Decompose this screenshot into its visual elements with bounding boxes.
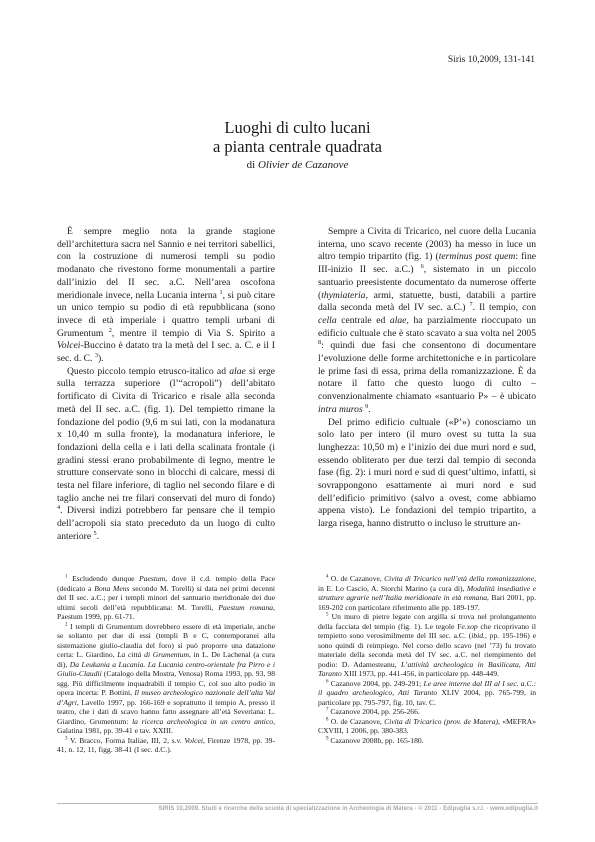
article-title-line-1: Luoghi di culto lucani — [224, 118, 371, 137]
italic-text: alae — [229, 365, 246, 377]
italic-text: Civita di Tricarico (prov. de Matera) — [384, 716, 499, 726]
italic-text: e.xop — [461, 621, 478, 631]
footnote: $^6$ Cazanove 2004, pp. 249-291; Le aree interne dal III al I sec. a.C.: il quadro archeologico, Atti Taranto XLIV 2004, pp. 765-799, in particolare pp. 795-797, fig. 10, tav. C. — [318, 678, 537, 707]
footnote: $^5$ Un muro di pietre legate con argilla si trova nel prolungamento della facciata del tempio (fig. 1). Le tegole Fe.xop che ricoprivano il tempietto sono verosimilmente del III sec. a.C. (ibid., pp. 195-196) e sono quindi di reimpiego. Nel corso dello scavo (nel ’73) fu trovato materiale della seconda metà del IV sec. a.C. nel riempimento del podio: D. Adamesteanu, L’attività archeologica in Basilicata, Atti Taranto XIII 1973, pp. 441-456, in particolare pp. 448-449. — [318, 612, 536, 678]
italic-text: terminus post quem — [438, 251, 516, 263]
footer-divider — [57, 803, 538, 804]
footnote: $^9$ Cazanove 2008b, pp. 165-180. — [326, 735, 424, 745]
footnote: $^4$ O. de Cazanove, Civita di Tricarico nell’età della romanizzazione, in E. Lo Cascio, A. Storchi Marino (a cura di), Modalità insediative e strutture agrarie nell’Italia meridionale in età romana, Bari 2001, pp. 169-202 con particolare riferimento alle pp. 189-197. — [318, 574, 537, 612]
footnote-ref: 2 — [108, 326, 112, 334]
italic-text: Bona Mens — [94, 583, 130, 593]
footnote-ref: 3 — [94, 351, 98, 359]
italic-text: Volcei — [57, 340, 81, 352]
italic-text: L’attività archeologica in Basilicata, Atti Taranto — [318, 659, 536, 678]
footnote-ref: 8 — [326, 716, 329, 722]
page-footer: SIRIS 10,2009. Studi e ricerche della scuola di specializzazione in Archeologia di Matera - © 2011 - Edipuglia s.r.l. - www.edipuglia.it — [158, 806, 538, 812]
italic-text: Modalità insediative e strutture agrarie nell’Italia meridionale in età romana — [318, 583, 537, 602]
italic-text: thymiateria — [321, 289, 366, 301]
footnote-ref: 7 — [469, 301, 473, 309]
byline — [0, 159, 595, 171]
footnote: $^1$ Escludendo dunque Paestum, dove il c.d. tempio della Pace (dedicato a Bona Mens secondo M. Torelli) si data nei primi decenni del II sec. a.C.; per i templi minori del santuario meridionale dei due ultimi secoli dell’età repubblicana: M. Torelli, Paestum romana, Paestum 1999, pp. 61-71. — [57, 574, 275, 621]
title-block — [0, 118, 595, 171]
paragraph: È sempre meglio nota la grande stagione dell’architettura sacra nel Sannio e nei territori sabellici, con la costruzione di numerosi templi su podio modanato che rivestono forme monumentali a partire dall’inizio del II sec. a.C. Nell’area oscofona meridionale invece, nella Lucania interna $^1$, si può citare un unico tempio su podio di età repubblicana (sono invece di età imperiale i quattro templi urbani di Grumentum $^2$, mentre il tempio di Via S. Spirito a Volcei-Buccino è datato tra la metà del I sec. a. C. e il I sec. d. C. $^3$). — [57, 226, 276, 365]
paragraph: Sempre a Civita di Tricarico, nel cuore della Lucania interna, uno scavo recente (2003) ha messo in luce un altro tempio tripartito (fig. 1) (terminus post quem: fine III-inizio II sec. a.C.) $^6$, sistemato in un piccolo santuario preesistente documentato da numerose offerte (thymiateria, armi, statuette, busti, databili a partire dalla seconda metà del IV sec. a.C.) $^7$. Il tempio, con cella centrale ed alae, ha parzialmente rioccupato un edificio cultuale che è stato scavato a sua volta nel 2005 $^8$: quindi due fasi che consentono di documentare l’evoluzione delle forme architettoniche e in particolare le prime fasi di essa, prima della romanizzazione. È da notare il fatto che questo luogo di culto – convenzionalmente chiamato «santuario P» – è ubicato intra muros $^9$. — [318, 226, 536, 415]
journal-reference: Siris 10,2009, 131-141 — [447, 55, 535, 65]
body-column-right — [318, 226, 536, 531]
italic-text: ibid. — [471, 631, 485, 640]
footnote: $^8$ O. de Cazanove, Civita di Tricarico (prov. de Matera), «MEFRA» CXVIII, 1 2006, pp. 380-383. — [318, 716, 537, 735]
footnote: $^7$ Cazanove 2004, pp. 256-266. — [326, 707, 420, 716]
footnotes-left — [57, 574, 275, 755]
footnote-ref: 5 — [93, 529, 97, 537]
byline-prefix: di — [246, 159, 256, 171]
body-column-left — [57, 226, 275, 544]
italic-text: intra muros — [318, 403, 363, 415]
italic-text: Il museo archeologico nazionale dell’alta Val d’Agri — [57, 688, 275, 707]
footnote-ref: 3 — [65, 735, 68, 741]
footnote-ref: 6 — [420, 262, 424, 270]
footnote: $^3$ V. Bracco, Forma Italiae, III, 2, s.v. Volcei, Firenze 1978, pp. 39-41, n. 12, 11, figg. 38-41 (I sec. d.C.). — [57, 735, 275, 754]
italic-text: la ricerca archeologica in un centro antico — [132, 716, 274, 726]
italic-text: cella — [318, 314, 337, 326]
italic-text: Volcei — [184, 735, 203, 745]
footnote: $^2$ I templi di Grumentum dovrebbero essere di età imperiale, anche se soltanto per due di essi (templi B e C, contemporanei alla sistemazione giulio-claudia del foro) si può proporre una datazione certa: L. Giardino, La città di Grumentum, in L. De Lachenal (a cura di), Da Leukania a Lucania. La Lucania centro-orientale fra Pirro e i Giulio-Claudii (Catalogo della Mostra, Venosa) Roma 1993, pp. 93, 98 sgg. Più difficilmente inquadrabili il tempio C, col suo alto podio in opera incerta: P. Bottini, Il museo archeologico nazionale dell’alta Val d’Agri, Lavello 1997, pp. 166-169 e soprattutto il tempio A, presso il teatro, che i dati di scavo hanno fatto assegnare all’età Severiana: L. Giardino, Grumentum: la ricerca archeologica in un centro antico, Galatina 1981, pp. 39-41 e tav. XXIII. — [57, 621, 275, 735]
italic-text: Paestum — [139, 574, 166, 583]
italic-text: Da Leukania a Lucania. La Lucania centro-orientale fra Pirro e i Giulio-Claudii — [57, 659, 275, 678]
footnote-ref: 8 — [318, 339, 322, 347]
article-title-line-2: a pianta centrale quadrata — [212, 137, 383, 156]
italic-text: alae — [389, 314, 407, 326]
footnote-ref: 9 — [326, 735, 329, 741]
italic-text: Civita di Tricarico nell’età della romanizzazione — [384, 574, 535, 583]
paragraph: Questo piccolo tempio etrusco-italico ad alae si erge sulla terrazza superiore (l’“acropoli”) dell’abitato fortificato di Civita di Tricarico e risale alla seconda metà del II sec. a.C. (fig. 1). Del tempietto rimane la fondazione del podio (9,6 m sui lati, con la modanatura x 10,40 m sulla fronte), la modanatura inferiore, le fondazioni della cella e i lati della scalinata frontale (i gradini stessi erano probabilmente di legno, mentre le strutture conservate sono in blocchi di calcare, messi di testa nel filare inferiore, di taglio nel secondo filare e di taglio anche nei tre filari conservati del muro di fondo) $^4$. Diversi indizi potrebbero far pensare che il tempio dell’acropoli sia stato preceduto da un luogo di culto anteriore $^5$. — [57, 365, 276, 542]
footnotes-right — [318, 574, 536, 745]
footnote-ref: 6 — [326, 678, 329, 684]
footnote-ref: 9 — [365, 402, 369, 410]
footnote-ref: 5 — [326, 612, 329, 618]
footnote-ref: 1 — [219, 288, 223, 296]
italic-text: Le aree interne dal III al I sec. a.C.: il quadro archeologico, Atti Taranto — [318, 678, 536, 697]
footnote-ref: 7 — [326, 707, 329, 713]
italic-text: La città di Grumentum — [117, 650, 189, 659]
author-name: Olivier de Cazanove — [257, 159, 349, 171]
paragraph: Del primo edificio cultuale («P’») conosciamo un solo lato per intero (il muro ovest su tutta la sua lunghezza: 10,50 m) e l’inizio dei due muri nord e sud, essendo obliterato per due terzi dal tempio di seconda fase (fig. 2): i muri nord e sud di quest’ultimo, infatti, si sovrappongono esattamente ai muri nord e sud dell’edificio primitivo (salvo a ovest, come abbiamo appena visto). Le fondazioni del tempio tripartito, a larga risega, hanno distrutto o incluso le strutture an- — [318, 416, 536, 530]
footnote-ref: 2 — [65, 621, 68, 627]
footnote-ref: 4 — [326, 574, 329, 580]
footnote-ref: 4 — [57, 504, 61, 512]
footnote-ref: 1 — [65, 574, 68, 580]
italic-text: Paestum romana — [218, 602, 274, 612]
